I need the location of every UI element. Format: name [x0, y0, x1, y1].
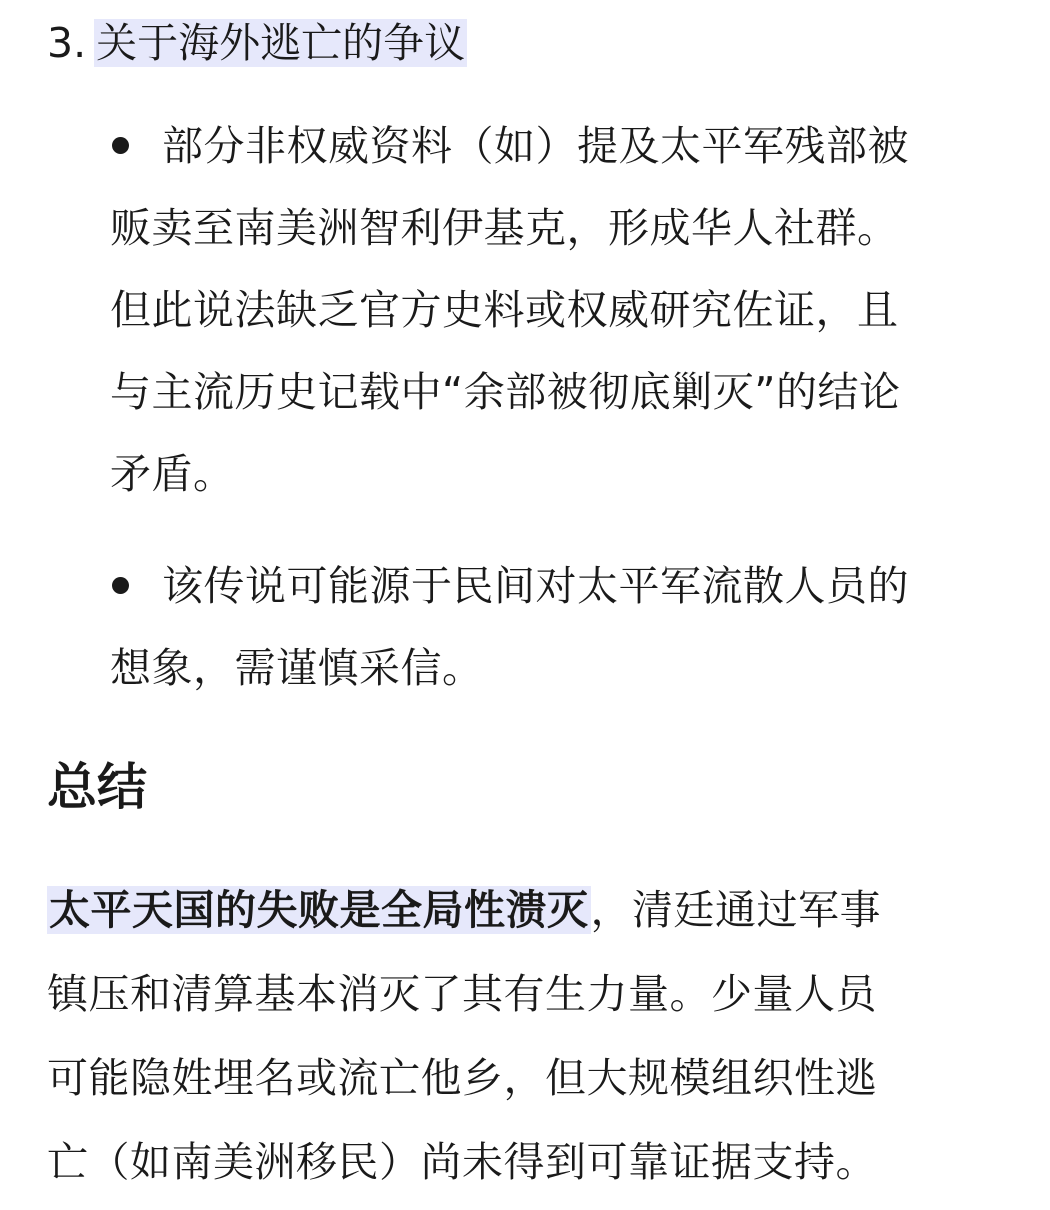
summary-highlight: 太平天国的失败是全局性溃灭 [49, 886, 589, 934]
text-line: 贩卖至南美洲智利伊基克，形成华人社群。 [110, 204, 899, 252]
text-line: 与主流历史记载中“余部被彻底剿灭”的结论 [110, 368, 901, 416]
list-item-text [110, 545, 1026, 709]
text-line: 但此说法缺乏官方史料或权威研究佐证，且 [110, 286, 899, 334]
text-line: 部分非权威资料（如）提及太平军残部被 [162, 122, 909, 170]
section-number: 3. [47, 19, 87, 67]
text-line: 亡（如南美洲移民）尚未得到可靠证据支持。 [47, 1138, 877, 1186]
text-line: 矛盾。 [110, 450, 235, 498]
bullet-icon [112, 577, 129, 594]
text-line: 可能隐姓埋名或流亡他乡，但大规模组织性逃 [47, 1054, 877, 1102]
summary-heading: 总结 [47, 758, 147, 816]
summary-paragraph [47, 868, 1032, 1204]
bullet-icon [112, 137, 129, 154]
summary-line1-rest: ，清廷通过军事 [590, 886, 881, 934]
text-line: 该传说可能源于民间对太平军流散人员的 [162, 562, 909, 610]
list-item [110, 105, 1026, 515]
text-line [47, 868, 1032, 952]
section-title: 关于海外逃亡的争议 [96, 19, 466, 67]
list-item [110, 545, 1026, 709]
text-line: 想象，需谨慎采信。 [110, 644, 484, 692]
text-line: 镇压和清算基本消灭了其有生力量。少量人员 [47, 970, 877, 1018]
list-item-text [110, 105, 1026, 515]
bullet-list [110, 105, 1026, 709]
section-heading [47, 14, 467, 72]
